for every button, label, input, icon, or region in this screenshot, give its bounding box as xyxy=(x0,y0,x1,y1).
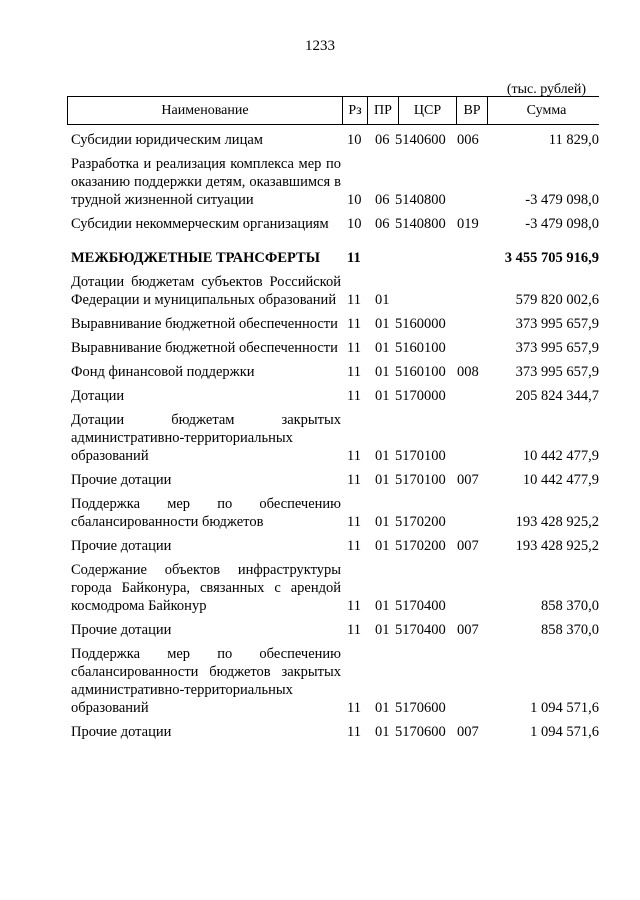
row-sum: 858 370,0 xyxy=(541,598,599,614)
row-name: Разработка и реализация комплекса мер по оказанию поддержки детям, оказавшимся в трудной жизненной ситуации xyxy=(71,156,341,208)
row-sum: 1 094 571,6 xyxy=(530,700,599,716)
row-sum: 1 094 571,6 xyxy=(530,724,599,740)
row-pr: 01 xyxy=(375,598,390,614)
row-rz: 11 xyxy=(347,700,361,716)
row-pr: 01 xyxy=(375,724,390,740)
row-pr: 06 xyxy=(375,132,390,148)
row-rz: 11 xyxy=(347,448,361,464)
row-name: Содержание объектов инфраструктуры города Байконура, связанных с арендой космодрома Байконур xyxy=(71,562,341,614)
units-label: (тыс. рублей) xyxy=(506,82,586,97)
row-vr: 007 xyxy=(457,472,479,488)
row-csr: 5140600 xyxy=(395,132,446,148)
row-sum: 193 428 925,2 xyxy=(515,538,599,554)
table-row-section xyxy=(67,249,599,267)
row-vr: 006 xyxy=(457,132,479,148)
row-pr: 06 xyxy=(375,216,390,232)
row-sum: -3 479 098,0 xyxy=(525,216,599,232)
row-csr: 5170600 xyxy=(395,700,446,716)
table-row xyxy=(67,387,599,405)
row-pr: 01 xyxy=(375,514,390,530)
row-csr: 5170400 xyxy=(395,622,446,638)
table-row xyxy=(67,621,599,639)
header-vr: ВР xyxy=(457,97,488,124)
table-row xyxy=(67,537,599,555)
table-row xyxy=(67,215,599,233)
row-name: Субсидии некоммерческим организациям xyxy=(71,216,329,232)
row-rz: 11 xyxy=(347,514,361,530)
row-pr: 01 xyxy=(375,700,390,716)
row-sum: 373 995 657,9 xyxy=(515,340,599,356)
row-vr: 007 xyxy=(457,538,479,554)
row-name: Дотации бюджетам субъектов Российской Федерации и муниципальных образований xyxy=(71,274,341,308)
row-pr: 01 xyxy=(375,340,390,356)
row-name: Поддержка мер по обеспечению сбалансированности бюджетов xyxy=(71,496,341,530)
row-pr: 01 xyxy=(375,538,390,554)
row-sum: 373 995 657,9 xyxy=(515,316,599,332)
page-number: 1233 xyxy=(305,38,335,54)
row-pr: 01 xyxy=(375,388,390,404)
row-pr: 01 xyxy=(375,472,390,488)
row-csr: 5160000 xyxy=(395,316,446,332)
header-rz: Рз xyxy=(343,97,368,124)
section-sum: 3 455 705 916,9 xyxy=(504,250,599,266)
table-row xyxy=(67,645,599,717)
row-rz: 11 xyxy=(347,340,361,356)
table-row xyxy=(67,131,599,149)
row-name: Дотации бюджетам закрытых административно-территориальных образований xyxy=(71,412,341,464)
row-sum: -3 479 098,0 xyxy=(525,192,599,208)
row-sum: 373 995 657,9 xyxy=(515,364,599,380)
header-csr: ЦСР xyxy=(399,97,457,124)
row-csr: 5160100 xyxy=(395,340,446,356)
row-csr: 5170100 xyxy=(395,472,446,488)
row-name: Субсидии юридическим лицам xyxy=(71,132,263,148)
table-row xyxy=(67,411,599,465)
row-rz: 11 xyxy=(347,250,361,266)
row-sum: 205 824 344,7 xyxy=(515,388,599,404)
row-rz: 11 xyxy=(347,364,361,380)
table-row xyxy=(67,471,599,489)
row-vr: 008 xyxy=(457,364,479,380)
table-row xyxy=(67,315,599,333)
row-name: Дотации xyxy=(71,388,125,404)
row-csr: 5170600 xyxy=(395,724,446,740)
row-sum: 579 820 002,6 xyxy=(515,292,599,308)
row-rz: 11 xyxy=(347,472,361,488)
row-rz: 11 xyxy=(347,388,361,404)
row-csr: 5140800 xyxy=(395,192,446,208)
row-csr: 5170200 xyxy=(395,514,446,530)
row-pr: 06 xyxy=(375,192,390,208)
header-sum: Сумма xyxy=(526,102,567,118)
header-name: Наименование xyxy=(68,97,343,124)
row-csr: 5160100 xyxy=(395,364,446,380)
row-vr: 019 xyxy=(457,216,479,232)
table-row xyxy=(67,363,599,381)
table-row xyxy=(67,155,599,209)
row-csr: 5170100 xyxy=(395,448,446,464)
row-pr: 01 xyxy=(375,292,390,308)
row-name: Прочие дотации xyxy=(71,622,172,638)
row-pr: 01 xyxy=(375,622,390,638)
table-row xyxy=(67,723,599,741)
row-vr: 007 xyxy=(457,622,479,638)
row-name: Поддержка мер по обеспечению сбалансированности бюджетов закрытых административно-территориальных образований xyxy=(71,646,341,716)
row-name: Прочие дотации xyxy=(71,472,172,488)
row-rz: 11 xyxy=(347,598,361,614)
header-pr: ПР xyxy=(368,97,399,124)
row-sum: 858 370,0 xyxy=(541,622,599,638)
row-pr: 01 xyxy=(375,316,390,332)
table-row xyxy=(67,495,599,531)
row-rz: 11 xyxy=(347,292,361,308)
row-rz: 11 xyxy=(347,316,361,332)
row-name: Прочие дотации xyxy=(71,724,172,740)
row-pr: 01 xyxy=(375,364,390,380)
row-rz: 11 xyxy=(347,538,361,554)
row-name: Выравнивание бюджетной обеспеченности xyxy=(71,340,338,356)
row-sum: 10 442 477,9 xyxy=(522,448,599,464)
row-vr: 007 xyxy=(457,724,479,740)
table-body xyxy=(67,131,599,741)
row-csr: 5170200 xyxy=(395,538,446,554)
row-csr: 5170000 xyxy=(395,388,446,404)
row-csr: 5170400 xyxy=(395,598,446,614)
row-rz: 11 xyxy=(347,622,361,638)
table-header xyxy=(67,96,599,125)
row-name: Выравнивание бюджетной обеспеченности xyxy=(71,316,338,332)
row-rz: 11 xyxy=(347,724,361,740)
budget-table xyxy=(67,96,599,741)
section-title: МЕЖБЮДЖЕТНЫЕ ТРАНСФЕРТЫ xyxy=(71,250,320,266)
table-row xyxy=(67,273,599,309)
table-row xyxy=(67,561,599,615)
row-sum: 10 442 477,9 xyxy=(522,472,599,488)
row-csr: 5140800 xyxy=(395,216,446,232)
table-row xyxy=(67,339,599,357)
row-rz: 10 xyxy=(347,132,362,148)
row-sum: 11 829,0 xyxy=(548,132,599,148)
row-rz: 10 xyxy=(347,216,362,232)
row-rz: 10 xyxy=(347,192,362,208)
row-sum: 193 428 925,2 xyxy=(515,514,599,530)
row-pr: 01 xyxy=(375,448,390,464)
row-name: Фонд финансовой поддержки xyxy=(71,364,255,380)
row-name: Прочие дотации xyxy=(71,538,172,554)
